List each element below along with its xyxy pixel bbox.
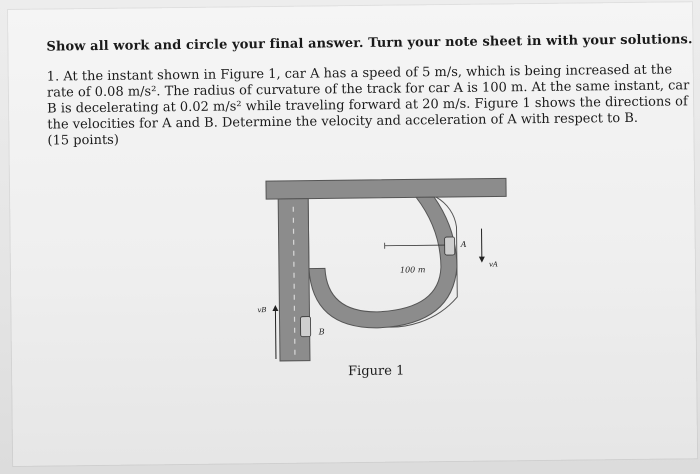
va-label: vA <box>488 260 498 269</box>
problem-line-5: (15 points) <box>47 132 119 149</box>
problem-line-2: rate of 0.08 m/s². The radius of curvature of the track for car A is 100 m. At the same instant, car <box>46 78 690 101</box>
instructions-header: Show all work and circle your final answer. Turn your note sheet in with your solutions. <box>46 32 693 55</box>
figure-track-diagram <box>256 166 528 369</box>
car-a <box>445 237 455 255</box>
car-b-label: B <box>318 327 325 337</box>
worksheet-page <box>8 2 697 466</box>
problem-line-3: B is decelerating at 0.02 m/s² while traveling forward at 20 m/s. Figure 1 shows the directions of <box>47 94 688 117</box>
problem-statement <box>46 62 690 150</box>
radius-label: 100 m <box>399 265 426 275</box>
figure-caption: Figure 1 <box>348 363 405 380</box>
vb-arrowhead <box>272 305 278 311</box>
vb-label: vB <box>257 306 267 315</box>
car-a-label: A <box>460 239 467 249</box>
problem-line-1: 1. At the instant shown in Figure 1, car A has a speed of 5 m/s, which is being increased at the <box>46 62 673 85</box>
top-road <box>266 178 506 199</box>
radius-line <box>385 245 447 246</box>
curved-track-fill <box>308 197 457 329</box>
car-b <box>300 317 310 337</box>
problem-line-4: the velocities for A and B. Determine the velocity and acceleration of A with respect to B. <box>47 110 639 133</box>
vb-arrow <box>275 309 276 359</box>
va-arrowhead <box>479 257 485 263</box>
